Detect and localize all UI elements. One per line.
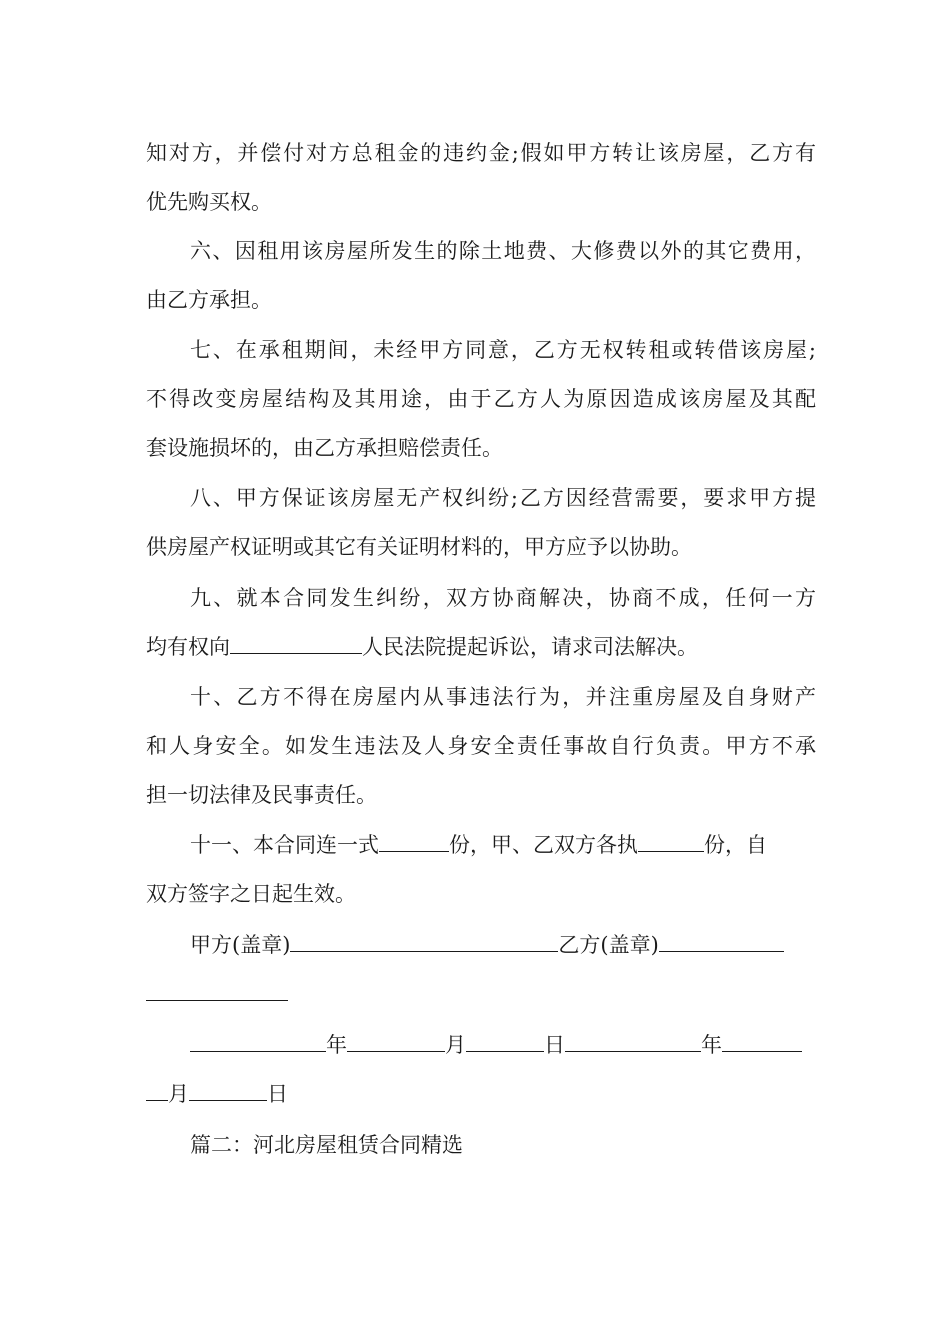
- clause-7-line-1: 七、在承租期间，未经甲方同意，乙方无权转租或转借该房屋;: [190, 338, 816, 362]
- clause-6-line-1: 六、因租用该房屋所发生的除土地费、大修费以外的其它费用，: [190, 239, 816, 263]
- signature-line-continued: [146, 976, 816, 1012]
- clause-9-line-1: 九、就本合同发生纠纷，双方协商解决，协商不成，任何一方: [190, 586, 816, 610]
- paragraph-5-continued-line-2: 优先购买权。: [146, 190, 272, 214]
- clause-11-line-1: [190, 827, 816, 863]
- party-b-signature-blank[interactable]: [659, 927, 784, 952]
- party-a-year-blank[interactable]: [190, 1027, 326, 1052]
- year-label-a: 年: [326, 1033, 347, 1057]
- day-label-a: 日: [544, 1033, 565, 1057]
- date-line-continued: [146, 1076, 816, 1112]
- copies-each-blank[interactable]: [638, 827, 704, 852]
- clause-7-line-2: 不得改变房屋结构及其用途，由于乙方人为原因造成该房屋及其配: [146, 387, 816, 411]
- clause-9-text-a: 均有权向: [146, 635, 230, 659]
- party-b-month-blank-continued[interactable]: [146, 1076, 168, 1101]
- clause-8-line-2: 供房屋产权证明或其它有关证明材料的，甲方应予以协助。: [146, 535, 692, 559]
- clause-9-text-b: 人民法院提起诉讼，请求司法解决。: [362, 635, 698, 659]
- clause-11-text-c: 份，自: [704, 833, 767, 857]
- clause-10-line-1: 十、乙方不得在房屋内从事违法行为，并注重房屋及自身财产: [190, 685, 816, 709]
- party-b-year-blank[interactable]: [565, 1027, 701, 1052]
- month-label-a: 月: [445, 1033, 466, 1057]
- clause-8-line-1: 八、甲方保证该房屋无产权纠纷;乙方因经营需要，要求甲方提: [190, 486, 816, 510]
- clause-6-line-2: 由乙方承担。: [146, 288, 272, 312]
- party-a-signature-blank[interactable]: [290, 927, 558, 952]
- party-b-day-blank[interactable]: [189, 1076, 267, 1101]
- copies-total-blank[interactable]: [379, 827, 449, 852]
- party-a-seal-label: 甲方(盖章): [190, 933, 291, 957]
- year-label-b: 年: [701, 1033, 722, 1057]
- clause-10-line-2: 和人身安全。如发生违法及人身安全责任事故自行负责。甲方不承: [146, 734, 816, 758]
- date-line: [190, 1027, 816, 1063]
- day-label-b: 日: [267, 1082, 288, 1106]
- court-name-blank[interactable]: [230, 629, 362, 654]
- party-b-seal-label: 乙方(盖章): [558, 933, 659, 957]
- next-section-title: 篇二：河北房屋租赁合同精选: [190, 1133, 463, 1157]
- month-label-b: 月: [168, 1082, 189, 1106]
- clause-11-text-a: 十一、本合同连一式: [190, 833, 379, 857]
- party-a-day-blank[interactable]: [466, 1027, 544, 1052]
- clause-9-line-2: [146, 629, 816, 665]
- party-b-month-blank[interactable]: [722, 1027, 802, 1052]
- paragraph-5-continued-line-1: 知对方，并偿付对方总租金的违约金;假如甲方转让该房屋，乙方有: [146, 141, 816, 165]
- clause-11-line-2: 双方签字之日起生效。: [146, 882, 356, 906]
- signature-line: [190, 927, 816, 963]
- clause-11-text-b: 份，甲、乙双方各执: [449, 833, 638, 857]
- clause-7-line-3: 套设施损坏的，由乙方承担赔偿责任。: [146, 436, 503, 460]
- party-a-month-blank[interactable]: [347, 1027, 445, 1052]
- clause-10-line-3: 担一切法律及民事责任。: [146, 783, 377, 807]
- party-b-signature-blank-continued[interactable]: [146, 976, 288, 1001]
